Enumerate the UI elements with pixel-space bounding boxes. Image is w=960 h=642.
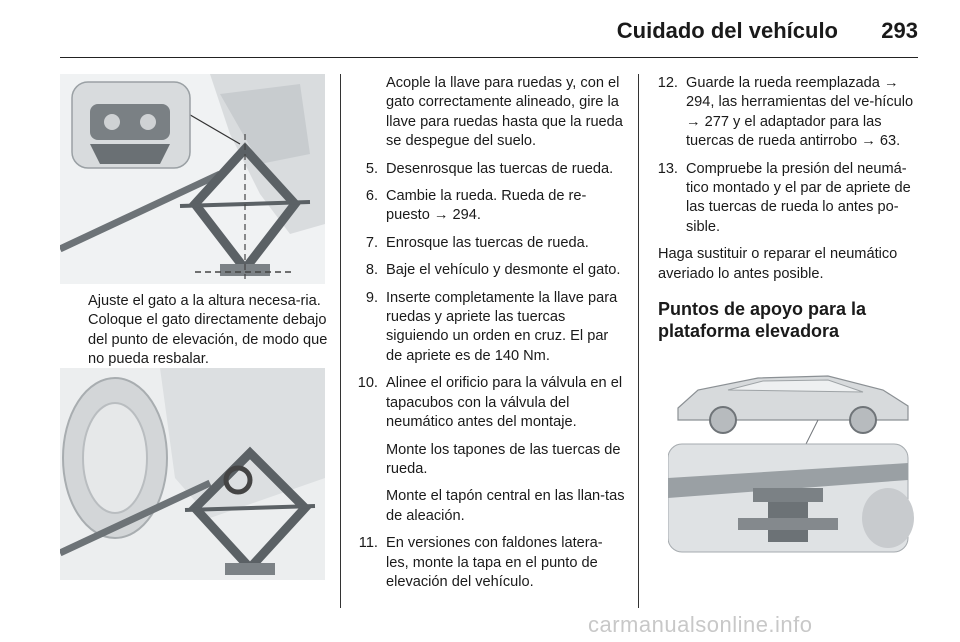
list-item: 7. Enrosque las tuercas de rueda. [365,234,589,251]
list-item: 8. Baje el vehículo y desmonte el gato. [365,262,621,279]
step-intro: Acople la llave para ruedas y, con el gato correctamente alineado, gire la llave para ruedas hasta que la rueda se despegue del suelo. [386,75,623,150]
step10-sub1: Monte los tapones de las tuercas de rueda. [386,441,621,477]
list-item: 13. Compruebe la presión del neumá-tico montado y el par de apriete de las tuercas de rueda lo antes po-sible. [657,160,911,235]
column-divider-1 [340,74,341,608]
jack-illustration-top [60,74,325,284]
watermark: carmanualsonline.info [588,612,813,637]
page-title: Cuidado del vehículo [616,18,838,43]
section-title: Puntos de apoyo para la plataforma elevadora [658,299,867,342]
list-item: 12. Guarde la rueda reemplazada → 294, las herramientas del ve-hículo → 277 y el adaptador para las tuercas de rueda antirrobo → 63. [657,75,914,150]
list-item: 5. Desenrosque las tuercas de rueda. [365,160,614,177]
steps-list-middle-2 [350,534,625,592]
page-number: 293 [881,18,918,43]
step10-sub2: Monte el tapón central en las llan-tas de aleación. [386,488,625,524]
steps-list-middle [350,160,625,433]
column-divider-2 [638,74,639,608]
steps-list-right [650,74,922,237]
list-item: 10. Alinee el orificio para la válvula en el tapacubos con la válvula del neumático antes del montaje. [357,375,623,431]
lift-points-illustration [668,368,918,556]
page-header [60,14,918,54]
list-item: 11. En versiones con faldones latera-les, monte la tapa en el punto de elevación del vehículo. [358,535,603,590]
jack-caption: Ajuste el gato a la altura necesa-ria. Coloque el gato directamente debajo del punto de elevación, de modo que no pueda resbalar. [88,293,328,368]
list-item: 6. Cambie la rueda. Rueda de re-puesto → 294. [365,188,587,224]
column-right [650,74,922,352]
jack-illustration-bottom [60,368,325,580]
note-text: Haga sustituir o reparar el neumático averiado lo antes posible. [658,246,898,282]
column-middle [350,74,625,600]
header-divider [60,57,918,58]
list-item: 9. Inserte completamente la llave para ruedas y apriete las tuercas siguiendo un orden en cruz. El par de apriete es de 140 Nm. [365,289,618,364]
